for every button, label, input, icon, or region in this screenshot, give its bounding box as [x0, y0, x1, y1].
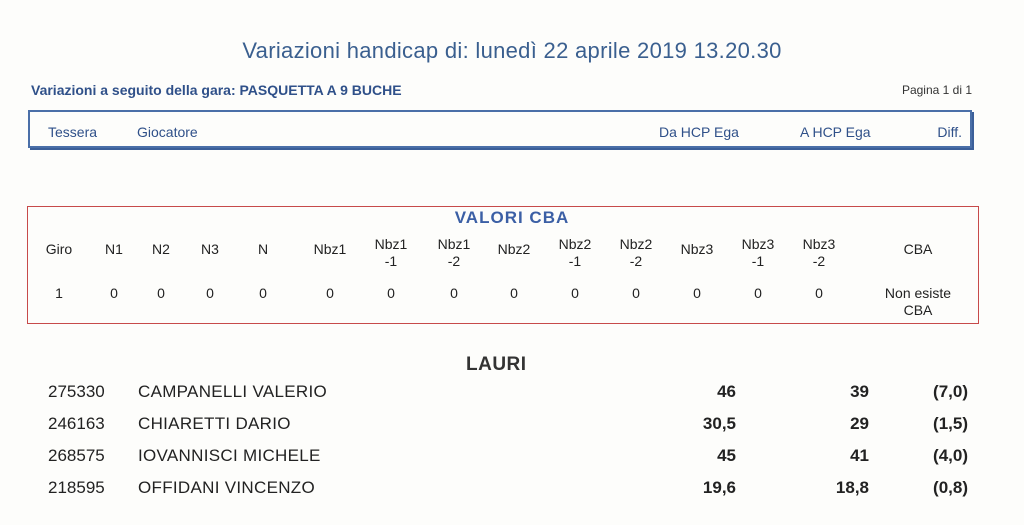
tessera-cell: 268575	[48, 446, 105, 465]
cba-header-cell: Nbz2 -1	[558, 236, 592, 269]
cba-header-cell: Nbz3 -1	[741, 236, 775, 269]
da-hcp-value: 19,6	[702, 478, 736, 497]
cba-value-cell: 1	[55, 285, 63, 301]
table-row	[0, 478, 1024, 504]
col-diff: Diff.	[937, 124, 962, 140]
cba-value-cell: 0	[450, 285, 458, 301]
page-indicator: Pagina 1 di 1	[901, 83, 972, 97]
column-header-bar	[28, 110, 972, 148]
cba-header-cell: Nbz1 -2	[437, 236, 471, 269]
cba-header-cell: N	[257, 241, 269, 257]
col-a-hcp: A HCP Ega	[800, 124, 871, 140]
cba-value-cell: 0	[510, 285, 518, 301]
a-hcp-value: 29	[850, 414, 869, 433]
col-giocatore: Giocatore	[137, 124, 198, 140]
cba-value-cell: 0	[632, 285, 640, 301]
report-title: Variazioni handicap di: lunedì 22 aprile 2019 13.20.30	[242, 38, 782, 63]
a-hcp-value: 39	[850, 382, 869, 401]
cba-value-cell: 0	[815, 285, 823, 301]
cba-value-cell: 0	[259, 285, 267, 301]
cba-title: VALORI CBA	[454, 208, 570, 227]
a-hcp-value: 18,8	[835, 478, 869, 497]
tessera-cell: 218595	[48, 478, 105, 497]
table-row	[0, 414, 1024, 440]
cba-header-cell: Nbz2 -2	[619, 236, 653, 269]
diff-value: (1,5)	[933, 414, 968, 433]
col-da-hcp: Da HCP Ega	[659, 124, 739, 140]
tessera-cell: 246163	[48, 414, 105, 433]
cba-header-cell: CBA	[903, 241, 933, 257]
cba-header-cell: N3	[201, 241, 219, 257]
cba-header-cell: Nbz1	[313, 241, 347, 257]
da-hcp-value: 45	[717, 446, 736, 465]
cba-value-cell: 0	[571, 285, 579, 301]
cba-header-cell: Nbz3	[680, 241, 714, 257]
cba-value-cell: 0	[206, 285, 214, 301]
cba-header-cell: Nbz1 -1	[374, 236, 408, 269]
cba-value-cell: 0	[387, 285, 395, 301]
cba-value-cell: 0	[754, 285, 762, 301]
col-tessera: Tessera	[48, 124, 98, 140]
da-hcp-value: 46	[717, 382, 736, 401]
cba-header-cell: Giro	[45, 241, 73, 257]
diff-value: (7,0)	[933, 382, 968, 401]
cba-header-cell: Nbz2	[497, 241, 531, 257]
cba-value-cell: 0	[157, 285, 165, 301]
cba-value-cell: 0	[693, 285, 701, 301]
cba-header-cell: Nbz3 -2	[802, 236, 836, 269]
table-row	[0, 382, 1024, 408]
player-name: CAMPANELLI VALERIO	[138, 382, 327, 401]
da-hcp-value: 30,5	[702, 414, 736, 433]
diff-value: (0,8)	[933, 478, 968, 497]
table-row	[0, 446, 1024, 472]
cba-value-cell: 0	[110, 285, 118, 301]
a-hcp-value: 41	[850, 446, 869, 465]
group-title: LAURI	[466, 354, 527, 375]
cba-value-cell: 0	[326, 285, 334, 301]
cba-value-cell: Non esiste CBA	[884, 285, 952, 318]
player-name: OFFIDANI VINCENZO	[138, 478, 315, 497]
cba-header-cell: N1	[105, 241, 123, 257]
player-name: CHIARETTI DARIO	[138, 414, 291, 433]
report-subtitle: Variazioni a seguito della gara: PASQUETTA A 9 BUCHE	[31, 82, 402, 98]
player-name: IOVANNISCI MICHELE	[138, 446, 321, 465]
tessera-cell: 275330	[48, 382, 105, 401]
diff-value: (4,0)	[933, 446, 968, 465]
cba-header-cell: N2	[152, 241, 170, 257]
